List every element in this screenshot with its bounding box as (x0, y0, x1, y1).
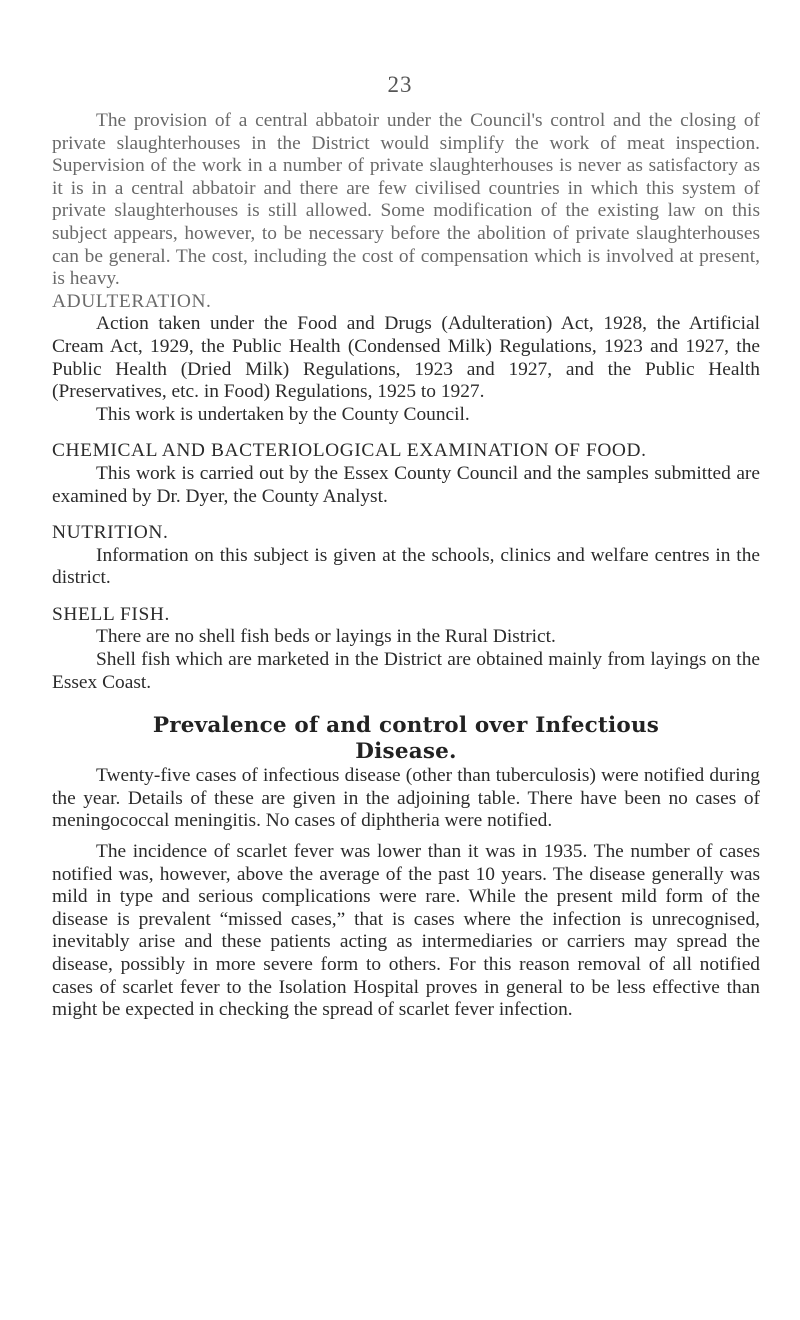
abbatoir-paragraph: The provision of a central abbatoir under the Council's control and the closing of private slaughterhouses in the District would simplify the work of meat inspection. Supervision of the work in a number of private slaughterhouses is never as satisfactory as it is in a central abbatoir and there are few civilised countries in which this system of private slaughterhouses is still allowed. Some modification of the existing law on this subject appears, however, to be necessary before the abolition of private slaughterhouses can be general. The cost, including the cost of compensation which is involved at present, is heavy. (52, 110, 760, 290)
infectious-disease-heading-line-1: Prevalence of and control over Infectious (152, 713, 660, 739)
chemical-examination-paragraph: This work is carried out by the Essex County Council and the samples submitted are examined by Dr. Dyer, the County Analyst. (52, 462, 760, 507)
shell-fish-beds-paragraph: There are no shell fish beds or layings in the Rural District. (96, 626, 556, 648)
nutrition-paragraph: Information on this subject is given at the schools, clinics and welfare centres in the district. (52, 544, 760, 589)
adulteration-responsibility-paragraph: This work is undertaken by the County Council. (96, 403, 470, 425)
shell-fish-heading: SHELL FISH. (52, 603, 170, 625)
document-page (52, 68, 760, 1022)
infectious-cases-paragraph: Twenty-five cases of infectious disease (other than tuberculosis) were notified during the year. Details of these are given in the adjoining table. There have been no cases of meningococcal meningitis. No cases of diphtheria were notified. (52, 765, 760, 832)
infectious-disease-heading (52, 713, 760, 765)
adulteration-paragraph: Action taken under the Food and Drugs (Adulteration) Act, 1928, the Artificial Cream Act, 1929, the Public Health (Condensed Milk) Regulations, 1923 and 1927, the Public Health (Dried Milk) Regulations, 1923 and 1927, and the Public Health (Preservatives, etc. in Food) Regulations, 1925 to 1927. (52, 313, 760, 403)
nutrition-heading: NUTRITION. (52, 522, 169, 544)
shell-fish-source-paragraph: Shell fish which are marketed in the District are obtained mainly from layings on the Essex Coast. (52, 649, 760, 693)
page-number: 23 (387, 72, 413, 97)
scarlet-fever-paragraph: The incidence of scarlet fever was lower than it was in 1935. The number of cases notified was, however, above the average of the past 10 years. The disease generally was mild in type and serious complications were rare. While the present mild form of the disease is prevalent “missed cases,” that is cases where the infection is unrecognised, inevitably arise and these patients acting as intermediaries or carriers may spread the disease, possibly in more severe form to others. For this reason removal of all notified cases of scarlet fever to the Isolation Hospital proves in general to be less effective than might be expected in checking the spread of scarlet fever infection. (52, 841, 760, 1021)
adulteration-heading: ADULTERATION. (52, 290, 212, 312)
chemical-examination-heading: CHEMICAL AND BACTERIOLOGICAL EXAMINATION OF FOOD. (52, 440, 647, 462)
infectious-disease-heading-line-2: Disease. (355, 739, 457, 765)
